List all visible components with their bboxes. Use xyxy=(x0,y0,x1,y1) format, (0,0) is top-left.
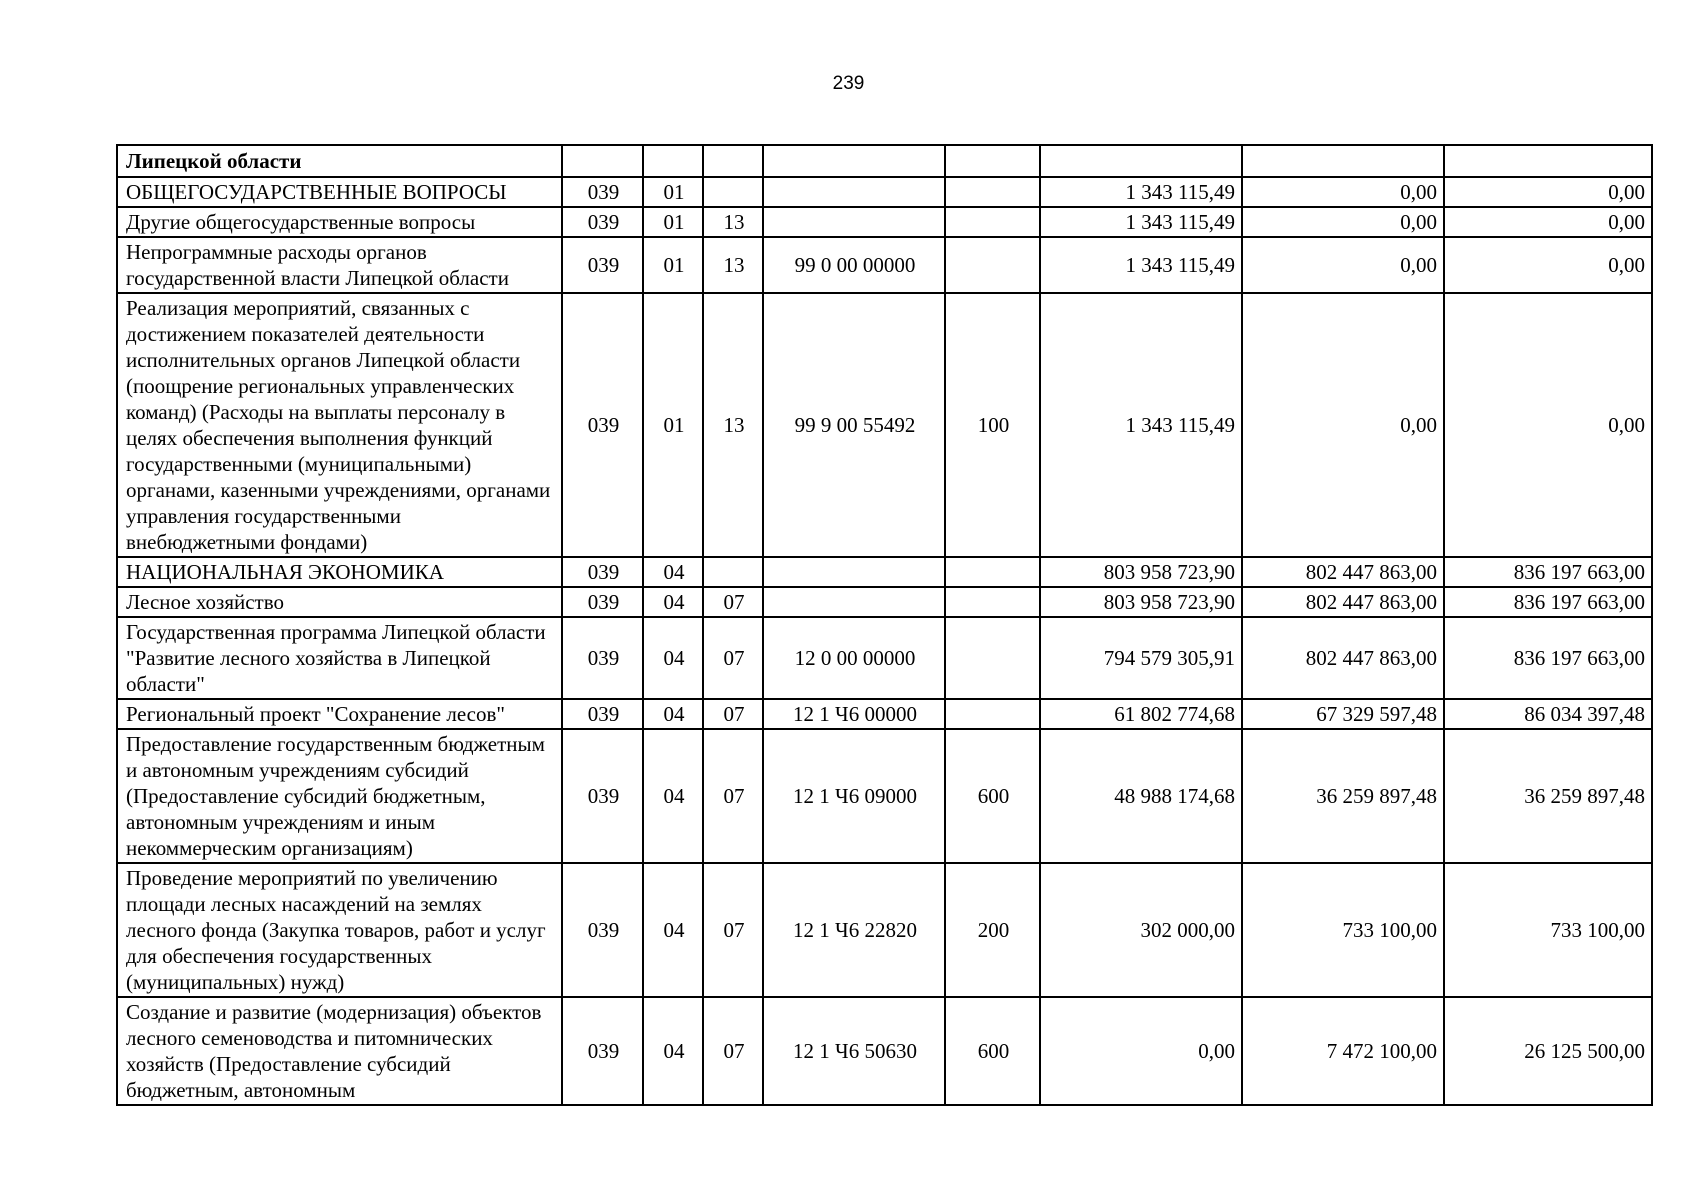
cell-amount-year-2 xyxy=(1242,145,1444,177)
cell-amount-year-3: 0,00 xyxy=(1444,293,1652,557)
table-row xyxy=(117,997,1652,1105)
cell-amount-year-2: 802 447 863,00 xyxy=(1242,587,1444,617)
cell-target-article xyxy=(763,145,945,177)
cell-ved-code: 039 xyxy=(562,557,643,587)
budget-table xyxy=(116,144,1653,1106)
cell-amount-year-3: 0,00 xyxy=(1444,237,1652,293)
cell-amount-year-1: 0,00 xyxy=(1040,997,1242,1105)
cell-expense-type xyxy=(945,177,1040,207)
cell-name: Реализация мероприятий, связанных с достижением показателей деятельности исполнительных органов Липецкой области (поощрение региональных управленческих команд) (Расходы на выплаты персоналу в целях обеспечения выполнения функций государственными (муниципальными) органами, казенными учреждениями, органами управления государственными внебюджетными фондами) xyxy=(117,293,562,557)
cell-section-code: 04 xyxy=(643,699,703,729)
cell-subsection-code xyxy=(703,177,763,207)
cell-amount-year-2: 0,00 xyxy=(1242,207,1444,237)
cell-amount-year-3: 836 197 663,00 xyxy=(1444,557,1652,587)
cell-amount-year-2: 36 259 897,48 xyxy=(1242,729,1444,863)
table-row xyxy=(117,587,1652,617)
cell-name: Непрограммные расходы органов государственной власти Липецкой области xyxy=(117,237,562,293)
cell-amount-year-2: 0,00 xyxy=(1242,237,1444,293)
cell-expense-type xyxy=(945,587,1040,617)
cell-target-article xyxy=(763,207,945,237)
table-row xyxy=(117,557,1652,587)
cell-section-code: 04 xyxy=(643,617,703,699)
cell-expense-type xyxy=(945,207,1040,237)
cell-name: Региональный проект "Сохранение лесов" xyxy=(117,699,562,729)
cell-amount-year-1: 61 802 774,68 xyxy=(1040,699,1242,729)
cell-amount-year-1: 302 000,00 xyxy=(1040,863,1242,997)
cell-amount-year-1: 1 343 115,49 xyxy=(1040,237,1242,293)
cell-amount-year-2: 7 472 100,00 xyxy=(1242,997,1444,1105)
cell-amount-year-1: 1 343 115,49 xyxy=(1040,177,1242,207)
cell-target-article: 12 1 Ч6 50630 xyxy=(763,997,945,1105)
cell-section-code: 04 xyxy=(643,863,703,997)
table-row xyxy=(117,293,1652,557)
table-row xyxy=(117,729,1652,863)
cell-target-article: 12 1 Ч6 09000 xyxy=(763,729,945,863)
cell-amount-year-2: 67 329 597,48 xyxy=(1242,699,1444,729)
cell-name: НАЦИОНАЛЬНАЯ ЭКОНОМИКА xyxy=(117,557,562,587)
cell-name: Лесное хозяйство xyxy=(117,587,562,617)
cell-amount-year-1: 803 958 723,90 xyxy=(1040,587,1242,617)
table-row xyxy=(117,699,1652,729)
cell-name: ОБЩЕГОСУДАРСТВЕННЫЕ ВОПРОСЫ xyxy=(117,177,562,207)
cell-subsection-code xyxy=(703,145,763,177)
cell-expense-type: 200 xyxy=(945,863,1040,997)
cell-section-code: 01 xyxy=(643,177,703,207)
cell-name: Другие общегосударственные вопросы xyxy=(117,207,562,237)
cell-target-article xyxy=(763,177,945,207)
cell-subsection-code: 13 xyxy=(703,237,763,293)
cell-name: Липецкой области xyxy=(117,145,562,177)
cell-expense-type: 100 xyxy=(945,293,1040,557)
cell-target-article: 12 1 Ч6 22820 xyxy=(763,863,945,997)
cell-target-article: 99 0 00 00000 xyxy=(763,237,945,293)
cell-ved-code: 039 xyxy=(562,863,643,997)
cell-ved-code: 039 xyxy=(562,293,643,557)
cell-name: Проведение мероприятий по увеличению площади лесных насаждений на землях лесного фонда (Закупка товаров, работ и услуг для обеспечения государственных (муниципальных) нужд) xyxy=(117,863,562,997)
table-row xyxy=(117,237,1652,293)
table-row xyxy=(117,207,1652,237)
cell-expense-type xyxy=(945,699,1040,729)
cell-subsection-code: 07 xyxy=(703,617,763,699)
cell-section-code: 01 xyxy=(643,293,703,557)
cell-target-article: 99 9 00 55492 xyxy=(763,293,945,557)
cell-ved-code xyxy=(562,145,643,177)
cell-amount-year-1 xyxy=(1040,145,1242,177)
cell-amount-year-1: 1 343 115,49 xyxy=(1040,293,1242,557)
cell-subsection-code: 13 xyxy=(703,293,763,557)
cell-expense-type: 600 xyxy=(945,729,1040,863)
cell-section-code: 04 xyxy=(643,587,703,617)
cell-ved-code: 039 xyxy=(562,177,643,207)
cell-amount-year-3: 836 197 663,00 xyxy=(1444,617,1652,699)
cell-amount-year-1: 1 343 115,49 xyxy=(1040,207,1242,237)
cell-section-code: 04 xyxy=(643,729,703,863)
cell-ved-code: 039 xyxy=(562,237,643,293)
cell-amount-year-3: 733 100,00 xyxy=(1444,863,1652,997)
cell-amount-year-3: 0,00 xyxy=(1444,177,1652,207)
table-row xyxy=(117,177,1652,207)
cell-amount-year-2: 802 447 863,00 xyxy=(1242,617,1444,699)
cell-expense-type xyxy=(945,557,1040,587)
cell-expense-type xyxy=(945,145,1040,177)
cell-subsection-code: 13 xyxy=(703,207,763,237)
cell-amount-year-3 xyxy=(1444,145,1652,177)
cell-amount-year-1: 803 958 723,90 xyxy=(1040,557,1242,587)
cell-amount-year-3: 86 034 397,48 xyxy=(1444,699,1652,729)
cell-target-article: 12 0 00 00000 xyxy=(763,617,945,699)
cell-subsection-code: 07 xyxy=(703,699,763,729)
cell-section-code: 01 xyxy=(643,237,703,293)
cell-amount-year-2: 0,00 xyxy=(1242,177,1444,207)
cell-subsection-code: 07 xyxy=(703,997,763,1105)
table-row xyxy=(117,617,1652,699)
cell-ved-code: 039 xyxy=(562,729,643,863)
cell-amount-year-1: 794 579 305,91 xyxy=(1040,617,1242,699)
cell-expense-type xyxy=(945,237,1040,293)
cell-ved-code: 039 xyxy=(562,997,643,1105)
cell-ved-code: 039 xyxy=(562,207,643,237)
table-row xyxy=(117,863,1652,997)
cell-ved-code: 039 xyxy=(562,699,643,729)
cell-section-code: 01 xyxy=(643,207,703,237)
cell-name: Государственная программа Липецкой области "Развитие лесного хозяйства в Липецкой области" xyxy=(117,617,562,699)
cell-amount-year-3: 836 197 663,00 xyxy=(1444,587,1652,617)
cell-subsection-code: 07 xyxy=(703,863,763,997)
cell-section-code: 04 xyxy=(643,557,703,587)
cell-expense-type: 600 xyxy=(945,997,1040,1105)
table-row xyxy=(117,145,1652,177)
cell-amount-year-1: 48 988 174,68 xyxy=(1040,729,1242,863)
cell-expense-type xyxy=(945,617,1040,699)
cell-ved-code: 039 xyxy=(562,617,643,699)
cell-subsection-code: 07 xyxy=(703,729,763,863)
cell-subsection-code: 07 xyxy=(703,587,763,617)
cell-target-article: 12 1 Ч6 00000 xyxy=(763,699,945,729)
cell-name: Предоставление государственным бюджетным и автономным учреждениям субсидий (Предоставление субсидий бюджетным, автономным учреждениям и иным некоммерческим организациям) xyxy=(117,729,562,863)
cell-target-article xyxy=(763,587,945,617)
cell-amount-year-2: 0,00 xyxy=(1242,293,1444,557)
cell-amount-year-2: 802 447 863,00 xyxy=(1242,557,1444,587)
cell-subsection-code xyxy=(703,557,763,587)
cell-amount-year-3: 26 125 500,00 xyxy=(1444,997,1652,1105)
cell-amount-year-3: 36 259 897,48 xyxy=(1444,729,1652,863)
cell-target-article xyxy=(763,557,945,587)
cell-amount-year-3: 0,00 xyxy=(1444,207,1652,237)
page-number: 239 xyxy=(832,73,865,94)
cell-section-code xyxy=(643,145,703,177)
cell-section-code: 04 xyxy=(643,997,703,1105)
cell-ved-code: 039 xyxy=(562,587,643,617)
cell-amount-year-2: 733 100,00 xyxy=(1242,863,1444,997)
cell-name: Создание и развитие (модернизация) объектов лесного семеноводства и питомнических хозяйств (Предоставление субсидий бюджетным, автономным xyxy=(117,997,562,1105)
table-body xyxy=(117,145,1652,1105)
